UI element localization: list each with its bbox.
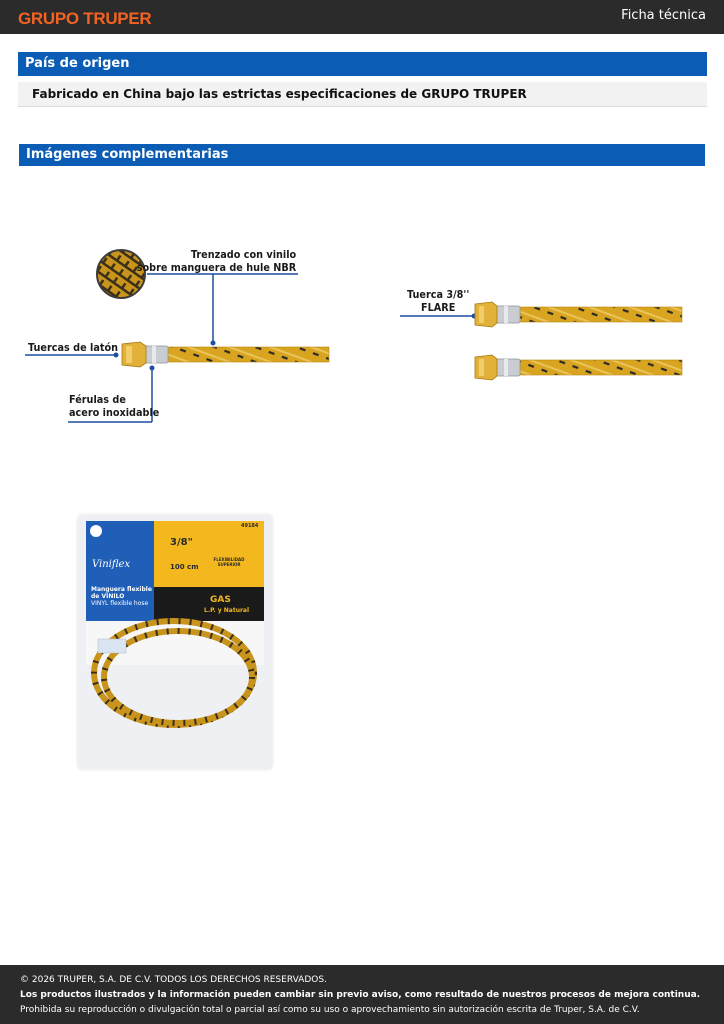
footer-legal: Prohibida su reproducción o divulgación total o parcial así como su uso o aprovechamiento sin autorización escrita de Truper, S.A. de C.V. <box>20 1005 640 1015</box>
package-length: 100 cm <box>170 563 199 571</box>
braid-callout-line2: sobre manguera de hule NBR <box>136 261 296 274</box>
footer <box>0 965 724 1024</box>
footer-notice: Los productos ilustrados y la información pueden cambiar sin previo aviso, como resultado de nuestros procesos de mejora continua. <box>20 990 701 1000</box>
document-type-label: Ficha técnica <box>621 8 706 23</box>
package-gas-type: L.P. y Natural <box>204 607 250 614</box>
package-product-line1: Manguera flexible <box>91 586 152 593</box>
flare-nut-callout-line2: FLARE <box>420 301 456 314</box>
package-badge: FLEXIBILIDAD SUPERIOR <box>213 557 245 567</box>
package-product-line2: de VINILO <box>91 593 125 600</box>
product-package-image <box>78 515 272 769</box>
brand-logo: GRUPO TRUPER <box>18 9 152 28</box>
ferrule-callout-line1: Férulas de <box>69 393 126 406</box>
braid-callout <box>137 248 296 274</box>
flare-nut-callout <box>407 288 469 314</box>
braid-callout-line1: Trenzado con vinilo <box>190 248 296 261</box>
images-section-header: Imágenes complementarias <box>19 144 705 166</box>
footer-copyright: © 2026 TRUPER, S.A. DE C.V. TODOS LOS DERECHOS RESERVADOS. <box>20 975 327 985</box>
package-gas-label: GAS <box>210 595 231 605</box>
package-brand: Viniflex <box>92 559 131 570</box>
top-bar <box>0 0 724 34</box>
package-code: 49184 <box>241 523 259 529</box>
package-size: 3/8" <box>170 537 193 548</box>
package-coiled-hose <box>78 615 272 765</box>
package-product-name <box>91 586 152 607</box>
origin-section-header: País de origen <box>18 52 707 76</box>
nuts-callout: Tuercas de latón <box>28 341 119 354</box>
flare-nut-callout-line1: Tuerca 3/8'' <box>407 288 470 301</box>
ferrule-callout <box>69 393 159 419</box>
package-hang-hole <box>90 525 102 537</box>
origin-text: Fabricado en China bajo las estrictas especificaciones de GRUPO TRUPER <box>18 82 707 107</box>
ferrule-callout-line2: acero inoxidable <box>69 406 160 419</box>
package-product-en: VINYL flexible hose <box>91 600 149 607</box>
